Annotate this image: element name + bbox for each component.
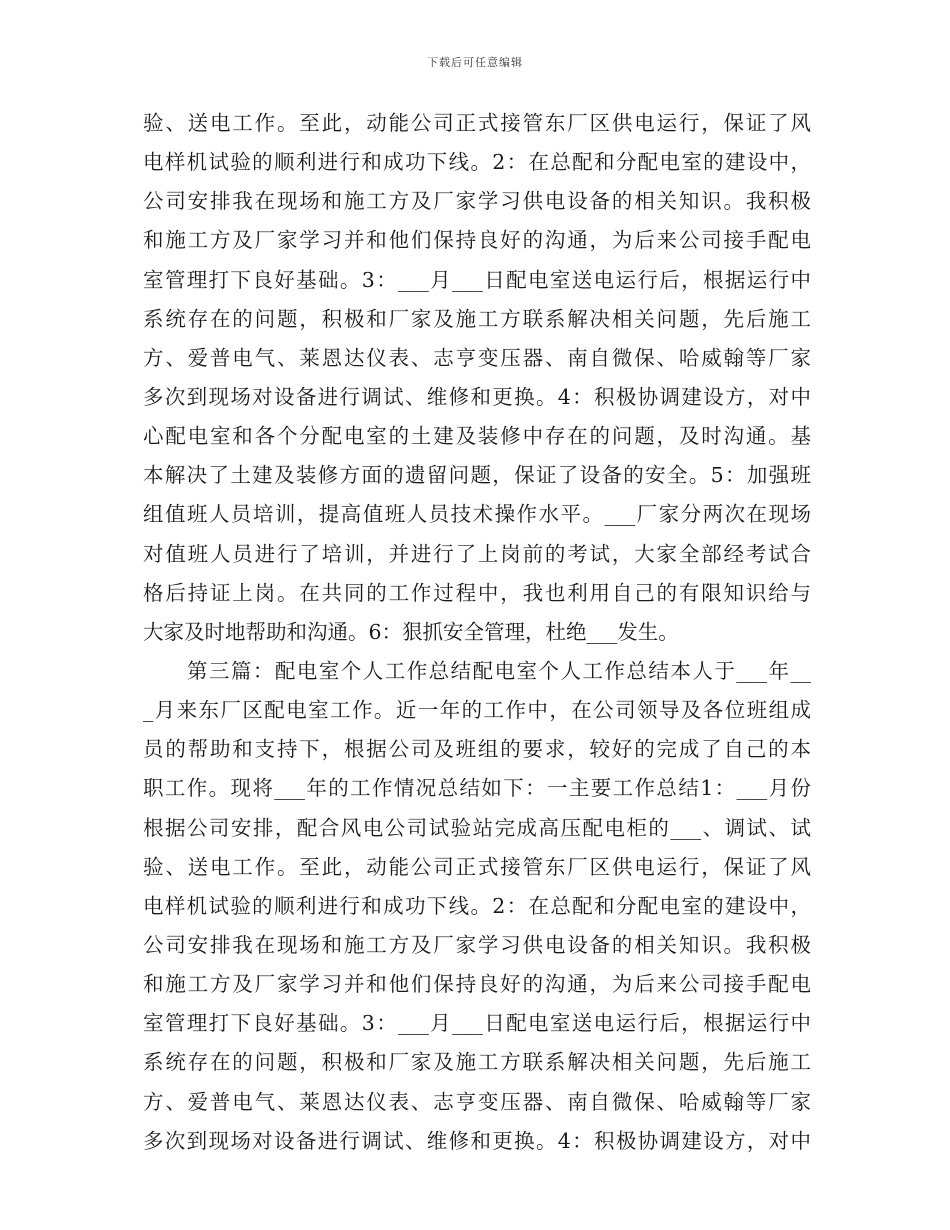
text-line: 本解决了土建及装修方面的遗留问题，保证了设备的安全。5：加强班 bbox=[143, 463, 811, 488]
text-line: 根据公司安排，配合风电公司试验站完成高压配电柜的___、调试、试 bbox=[143, 815, 811, 840]
document-body bbox=[143, 104, 811, 1161]
text-line: 组值班人员培训，提高值班人员技术操作水平。___厂家分两次在现场 bbox=[143, 502, 811, 527]
text-line: 公司安排我在现场和施工方及厂家学习供电设备的相关知识。我积极 bbox=[143, 189, 811, 214]
text-line: 职工作。现将___年的工作情况总结如下：一主要工作总结1：___月份 bbox=[143, 776, 811, 801]
text-line: 系统存在的问题，积极和厂家及施工方联系解决相关问题，先后施工 bbox=[143, 306, 811, 331]
text-line: 电样机试验的顺利进行和成功下线。2：在总配和分配电室的建设中， bbox=[143, 893, 811, 918]
text-line: 验、送电工作。至此，动能公司正式接管东厂区供电运行，保证了风 bbox=[143, 854, 811, 879]
text-line: 室管理打下良好基础。3：___月___日配电室送电运行后，根据运行中 bbox=[143, 1011, 811, 1036]
text-line: 多次到现场对设备进行调试、维修和更换。4：积极协调建设方，对中 bbox=[143, 1128, 811, 1153]
text-line: 和施工方及厂家学习并和他们保持良好的沟通，为后来公司接手配电 bbox=[143, 228, 811, 253]
page-header: 下载后可任意编辑 bbox=[427, 56, 523, 69]
text-line: 员的帮助和支持下，根据公司及班组的要求，较好的完成了自己的本 bbox=[143, 737, 811, 762]
text-line: 格后持证上岗。在共同的工作过程中，我也利用自己的有限知识给与 bbox=[143, 580, 811, 605]
text-line: 方、爱普电气、莱恩达仪表、志亨变压器、南自微保、哈威翰等厂家 bbox=[143, 1089, 811, 1114]
text-line: 室管理打下良好基础。3：___月___日配电室送电运行后，根据运行中 bbox=[143, 267, 811, 292]
text-line: 系统存在的问题，积极和厂家及施工方联系解决相关问题，先后施工 bbox=[143, 1050, 811, 1075]
paragraph-end-line: 大家及时地帮助和沟通。6：狠抓安全管理，杜绝___发生。 bbox=[143, 619, 679, 644]
section-heading-line: 第三篇：配电室个人工作总结配电室个人工作总结本人于___年__ bbox=[143, 658, 811, 683]
text-line: 电样机试验的顺利进行和成功下线。2：在总配和分配电室的建设中， bbox=[143, 150, 811, 175]
text-line: 公司安排我在现场和施工方及厂家学习供电设备的相关知识。我积极 bbox=[143, 932, 811, 957]
text-line: 和施工方及厂家学习并和他们保持良好的沟通，为后来公司接手配电 bbox=[143, 972, 811, 997]
text-line: 对值班人员进行了培训，并进行了上岗前的考试，大家全部经考试合 bbox=[143, 541, 811, 566]
text-line: 方、爱普电气、莱恩达仪表、志亨变压器、南自微保、哈威翰等厂家 bbox=[143, 345, 811, 370]
text-line: _月来东厂区配电室工作。近一年的工作中，在公司领导及各位班组成 bbox=[143, 698, 811, 723]
text-line: 心配电室和各个分配电室的土建及装修中存在的问题，及时沟通。基 bbox=[143, 424, 811, 449]
text-line: 多次到现场对设备进行调试、维修和更换。4：积极协调建设方，对中 bbox=[143, 384, 811, 409]
text-line: 验、送电工作。至此，动能公司正式接管东厂区供电运行，保证了风 bbox=[143, 111, 811, 135]
